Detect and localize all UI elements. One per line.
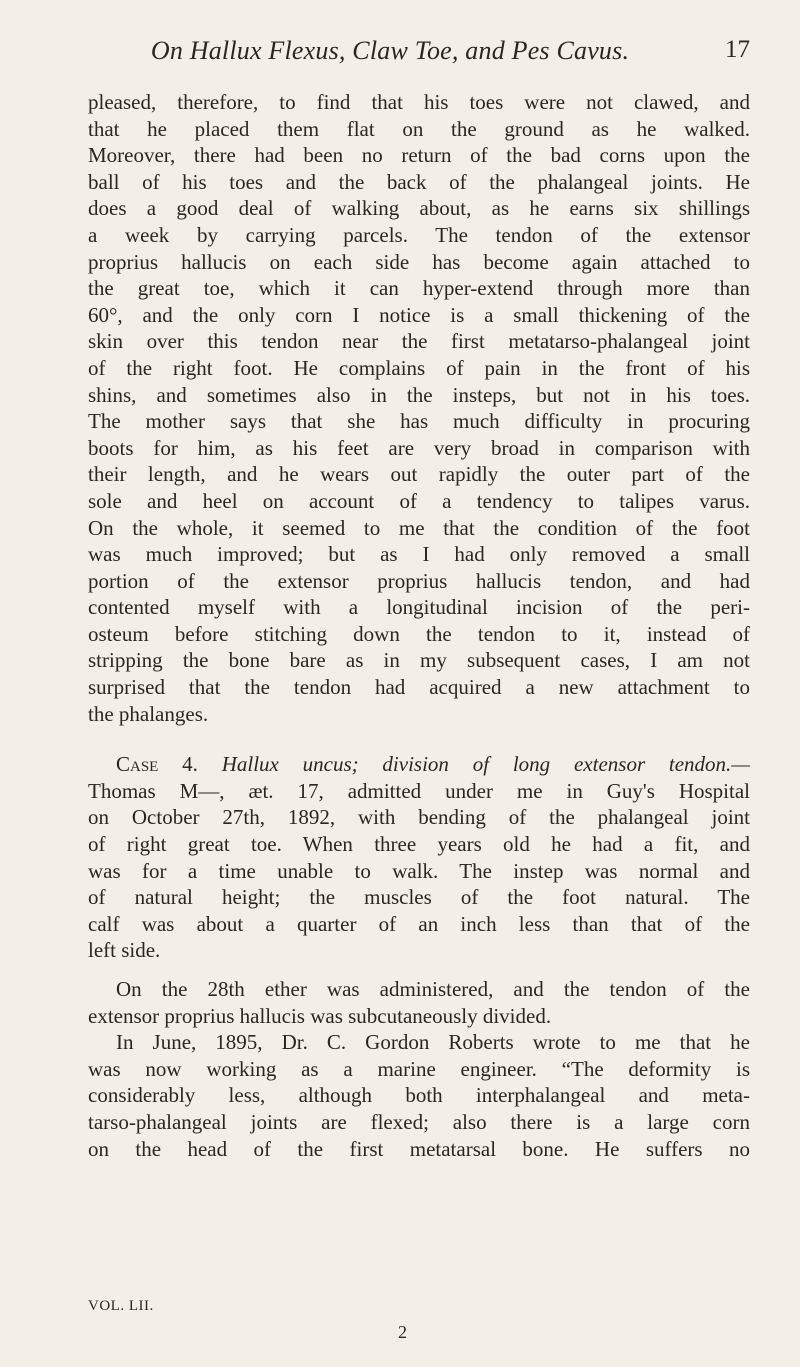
text-line: pleased, therefore, to find that his toes were not clawed, and (88, 90, 750, 114)
text-line: on the head of the first metatarsal bone. He suffers no (88, 1136, 750, 1161)
page-number: 17 (725, 36, 750, 63)
text-line: 60°, and the only corn I notice is a small thickening of the (88, 302, 750, 327)
text-line: ball of his toes and the back of the phalangeal joints. He (88, 169, 750, 194)
text-line: proprius hallucis on each side has become again attached to (88, 249, 750, 274)
text-line: was for a time unable to walk. The instep was normal and (88, 858, 750, 883)
operation-paragraph (88, 976, 750, 1029)
text-line: calf was about a quarter of an inch less than that of the (88, 911, 750, 936)
running-title: On Hallux Flexus, Claw Toe, and Pes Cavus. (150, 36, 630, 65)
text-line: of natural height; the muscles of the foot natural. The (88, 885, 750, 910)
text-line: that he placed them flat on the ground as he walked. (88, 116, 750, 141)
paragraph-gap (88, 964, 750, 976)
text-line: shins, and sometimes also in the insteps, but not in his toes. (88, 382, 750, 407)
case-label: Case 4. (116, 752, 198, 777)
text-line: In June, 1895, Dr. C. Gordon Roberts wrote to me that he (116, 1030, 750, 1055)
body-text (88, 89, 750, 1162)
text-line: extensor proprius hallucis was subcutaneously divided. (88, 1003, 552, 1028)
text-line: On the whole, it seemed to me that the condition of the foot (88, 515, 750, 540)
text-line: contented myself with a longitudinal incision of the peri- (88, 595, 750, 620)
paragraph-continuation (88, 89, 750, 727)
running-header (90, 36, 750, 76)
text-line: Moreover, there had been no return of the bad corns upon the (88, 143, 750, 168)
text-line: a week by carrying parcels. The tendon of the extensor (88, 222, 750, 247)
case-title: Hallux uncus; division of long extensor tendon.— (221, 752, 750, 777)
text-line: tarso-phalangeal joints are flexed; also there is a large corn (88, 1109, 750, 1134)
text-line: was much improved; but as I had only removed a small (88, 542, 750, 567)
text-line: sole and heel on account of a tendency to talipes varus. (88, 488, 750, 513)
text-line: the phalanges. (88, 701, 209, 726)
text-line: the great toe, which it can hyper-extend through more than (88, 276, 750, 301)
text-line: their length, and he wears out rapidly the outer part of the (88, 462, 750, 487)
text-line: skin over this tendon near the first metatarso-phalangeal joint (88, 329, 750, 354)
text-line: The mother says that she has much difficulty in procuring (88, 409, 750, 434)
text-line: surprised that the tendon had acquired a new attachment to (88, 675, 750, 700)
text-line: osteum before stitching down the tendon to it, instead of (88, 621, 750, 646)
text-line: was now working as a marine engineer. “The deformity is (88, 1056, 750, 1081)
text-line: boots for him, as his feet are very broad in comparison with (88, 435, 750, 460)
case-heading-line (88, 751, 750, 778)
text-line: of the right foot. He complains of pain in the front of his (88, 355, 750, 380)
text-line: On the 28th ether was administered, and the tendon of the (116, 977, 750, 1001)
text-line: left side. (88, 938, 161, 963)
followup-paragraph (88, 1029, 750, 1162)
text-line: does a good deal of walking about, as he earns six shillings (88, 196, 750, 221)
volume-mark: VOL. LII. (88, 1298, 154, 1314)
paragraph-gap (88, 727, 750, 751)
text-line: on October 27th, 1892, with bending of the phalangeal joint (88, 805, 750, 830)
signature-mark: 2 (398, 1322, 407, 1342)
text-line: stripping the bone bare as in my subsequent cases, I am not (88, 648, 750, 673)
text-line: of right great toe. When three years old he had a fit, and (88, 832, 750, 857)
text-line: considerably less, although both interphalangeal and meta- (88, 1083, 750, 1108)
text-line: Thomas M—, æt. 17, admitted under me in Guy's Hospital (88, 778, 750, 803)
text-line: portion of the extensor proprius hallucis tendon, and had (88, 568, 750, 593)
case-4-paragraph (88, 751, 750, 964)
